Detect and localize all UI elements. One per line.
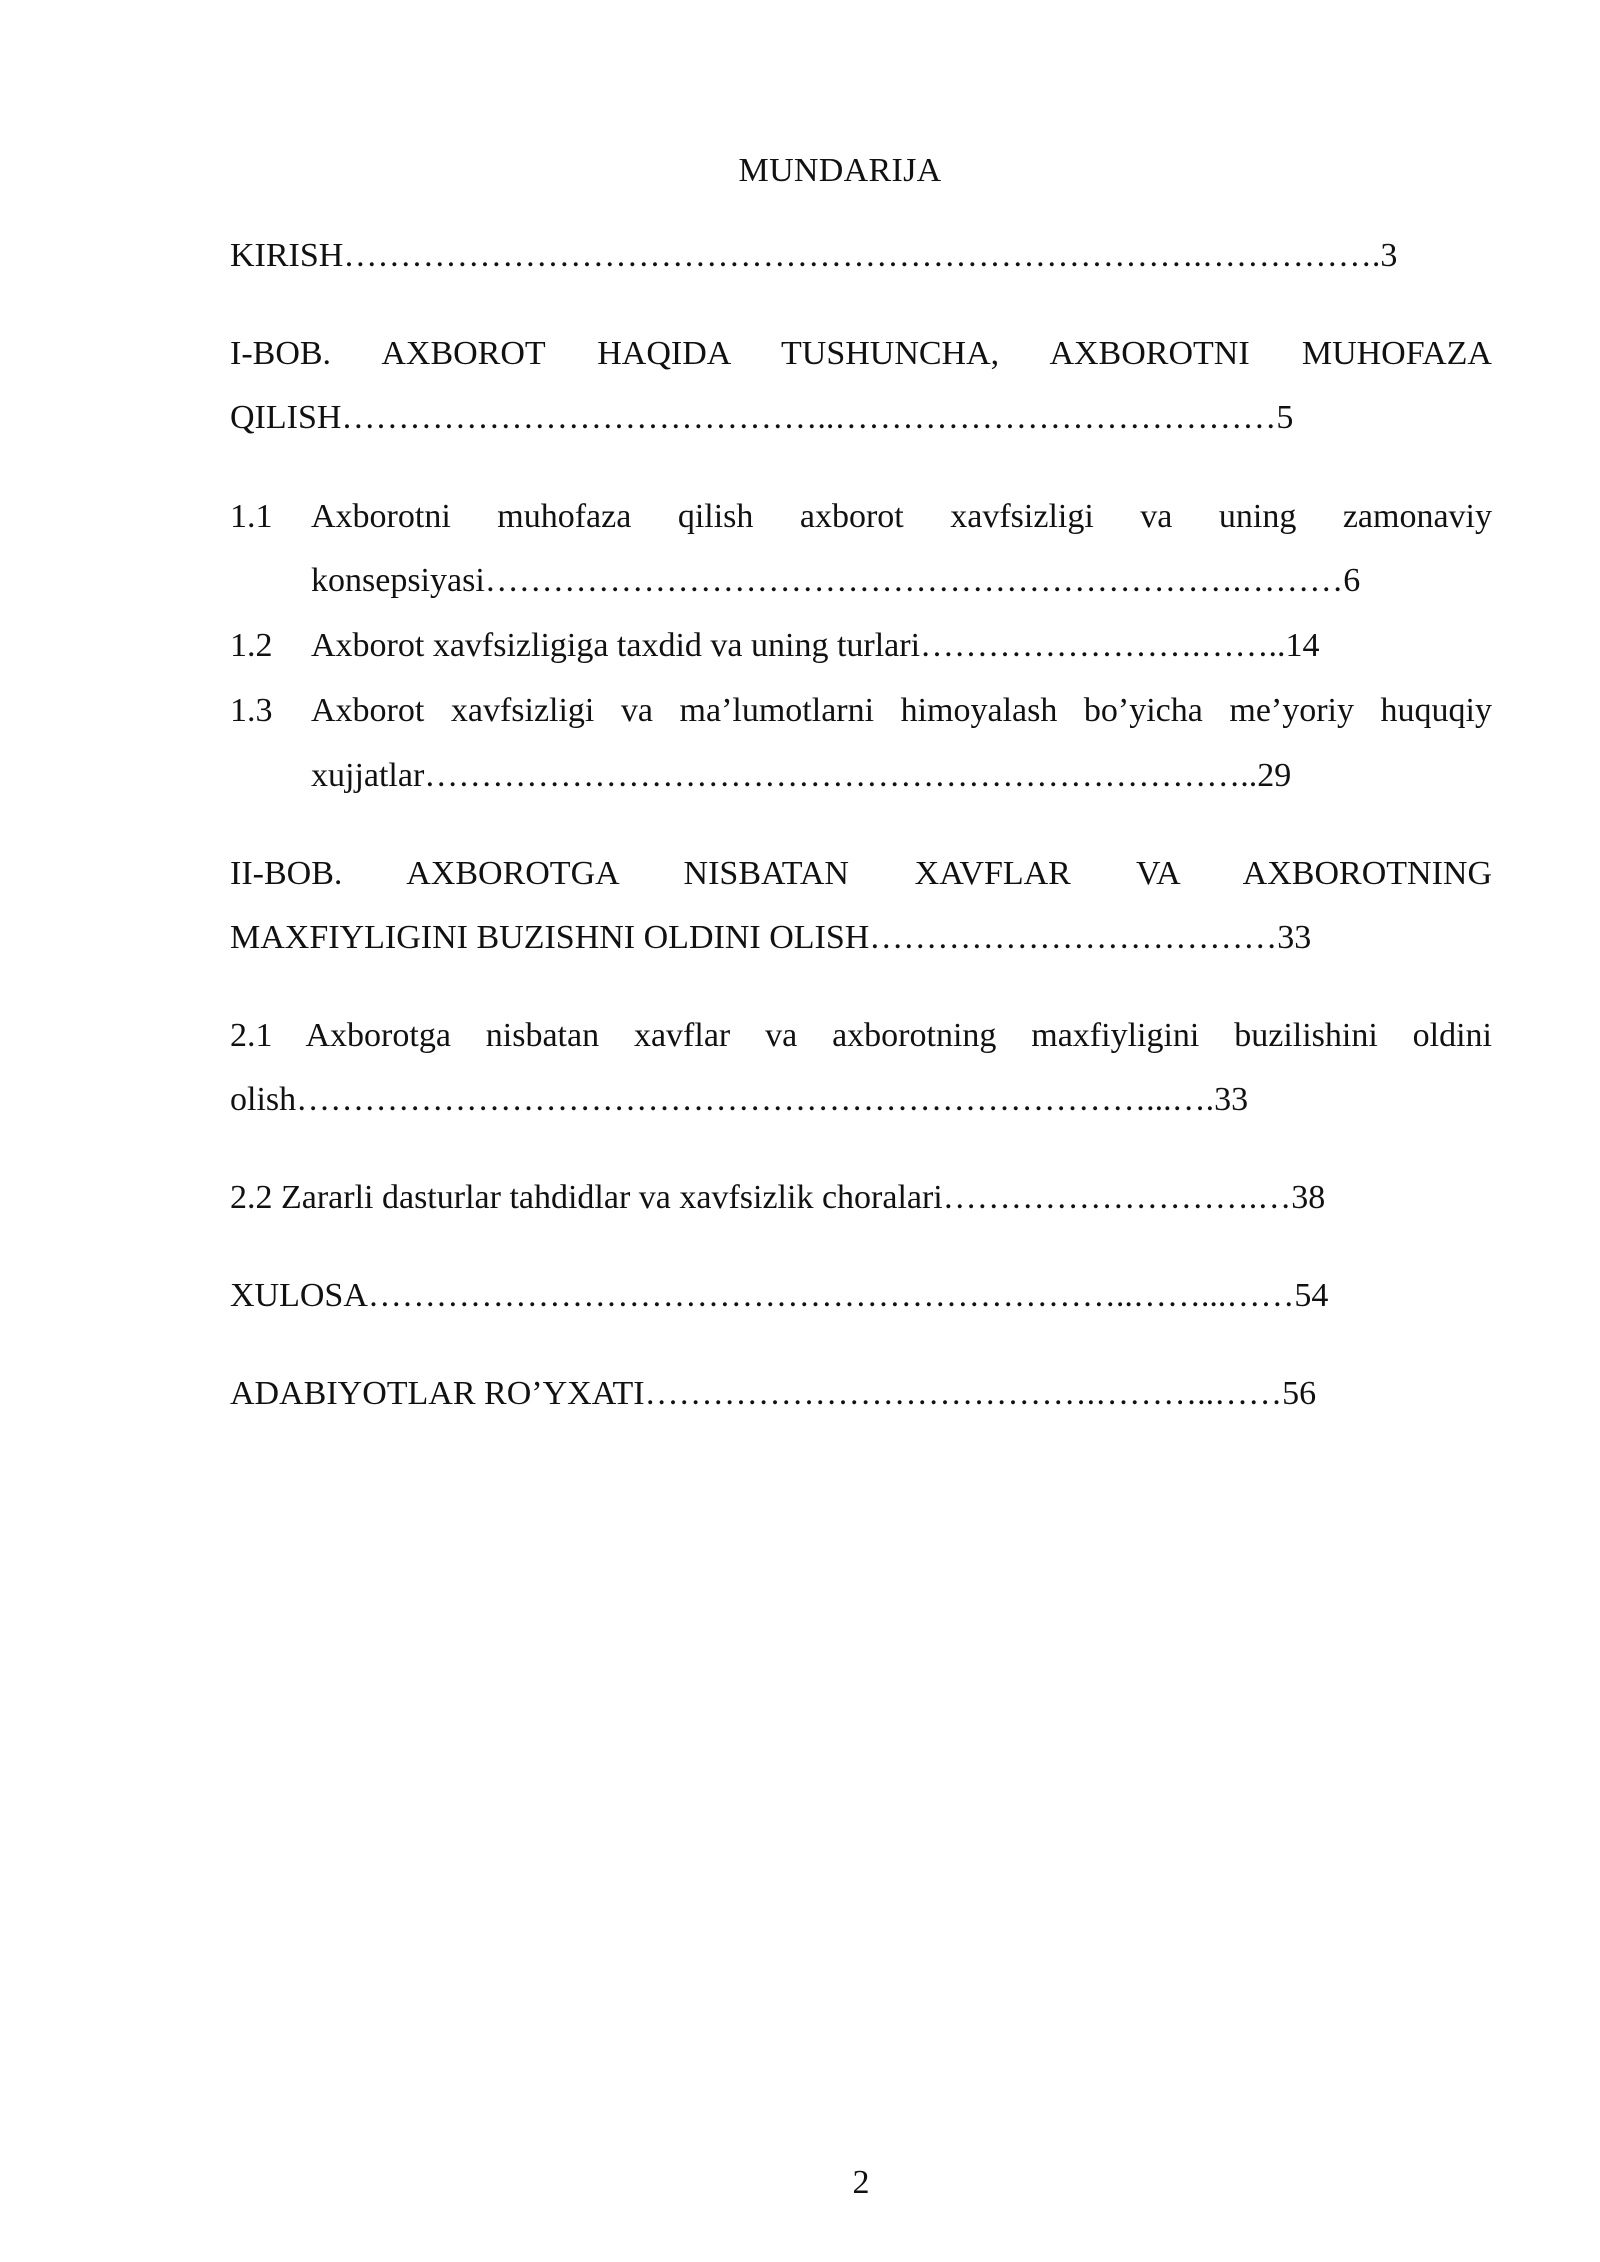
toc-entry-section-2-1-line2: olish…………………………………………………………………...….33: [230, 1081, 1249, 1118]
toc-entry-chapter1-line2: QILISH……………………………………..…………………………………5: [230, 399, 1294, 436]
toc-entry-section-2-2: 2.2 Zararli dasturlar tahdidlar va xavfsizlik choralari……………………….…38: [230, 1179, 1326, 1216]
toc-section-number: 1.2: [230, 627, 273, 664]
toc-entry-section-1-3-line2: xujjatlar………………………………………………………………..29: [311, 757, 1292, 794]
toc-entry-section-1-2: Axborot xavfsizligiga taxdid va uning turlari…………………….……..14: [311, 627, 1320, 664]
toc-entry-section-1-3-line1: Axborot xavfsizligi va ma’lumotlarni himoyalash bo’yicha me’yoriy huquqiy: [311, 692, 1492, 729]
toc-entry-kirish: KIRISH………………………………………………………………….…………….3: [230, 237, 1398, 274]
toc-entry-chapter2-line2: MAXFIYLIGINI BUZISHNI OLDINI OLISH………………………………33: [230, 919, 1312, 956]
page-number: 2: [852, 2164, 870, 2201]
toc-entry-references: ADABIYOTLAR RO’YXATI………………………………….………..……56: [230, 1375, 1317, 1412]
toc-entry-chapter1-line1: I-BOB. AXBOROT HAQIDA TUSHUNCHA, AXBOROTNI MUHOFAZA: [230, 335, 1492, 372]
toc-entry-chapter2-line1: II-BOB. AXBOROTGA NISBATAN XAVFLAR VA AXBOROTNING: [230, 855, 1492, 892]
toc-entry-conclusion: XULOSA…………………………………………………………..……...……54: [230, 1277, 1329, 1314]
toc-section-number: 1.3: [230, 692, 273, 729]
toc-entry-section-1-1-line1: Axborotni muhofaza qilish axborot xavfsizligi va uning zamonaviy: [311, 498, 1492, 535]
toc-section-number: 1.1: [230, 498, 273, 535]
toc-entry-section-1-1-line2: konsepsiyasi………………………………………………………….………6: [311, 562, 1361, 599]
page-title: MUNDARIJA: [738, 152, 942, 189]
toc-entry-section-2-1-line1: 2.1 Axborotga nisbatan xavflar va axborotning maxfiyligini buzilishini oldini: [230, 1017, 1492, 1054]
